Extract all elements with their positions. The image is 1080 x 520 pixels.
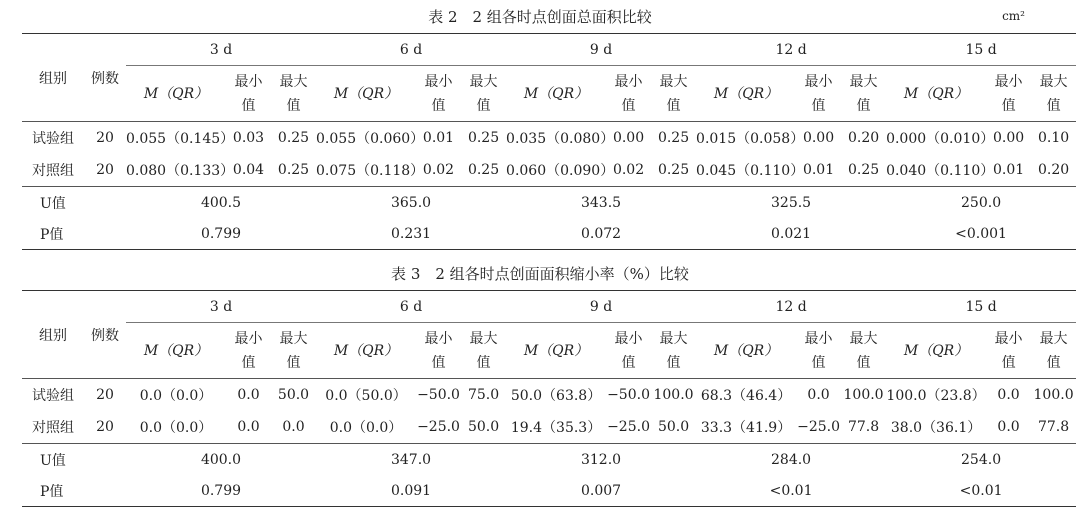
min-header-text: 值 [241, 97, 256, 114]
min-cell: 0.0 [986, 379, 1031, 412]
max-cell: 50.0 [271, 379, 316, 412]
min-cell: −25.0 [417, 419, 460, 435]
max-header [461, 323, 506, 379]
max-cell: 0.25 [847, 162, 880, 178]
header-row [22, 291, 1076, 323]
group-cell: 试验组 [22, 379, 84, 412]
min-header [606, 323, 651, 379]
min-cell: −25.0 [797, 419, 840, 435]
median-iqr-cell: 0.000（0.010） [886, 122, 986, 155]
min-cell: 0.00 [606, 122, 651, 155]
min-header-text: 值 [621, 97, 636, 114]
min-header-text: 值 [811, 354, 826, 371]
max-header-text: 最大 [849, 330, 878, 347]
max-cell: 0.25 [651, 122, 696, 155]
min-cell: 0.00 [796, 122, 841, 155]
max-header-text: 值 [666, 354, 681, 371]
max-header-text: 值 [666, 97, 681, 114]
min-header [796, 323, 841, 379]
stat-value: 400.5 [126, 187, 316, 219]
min-header [226, 323, 271, 379]
median-iqr-cell: 0.060（0.090） [506, 163, 615, 179]
stat-value: 312.0 [506, 444, 696, 476]
max-cell: 75.0 [461, 379, 506, 412]
median-iqr-cell: 0.045（0.110） [696, 163, 805, 179]
max-cell: 77.8 [847, 419, 880, 435]
min-header-text: 值 [1001, 97, 1016, 114]
stat-value: 0.021 [696, 218, 886, 250]
stat-value: 284.0 [696, 444, 886, 476]
stat-value: 0.091 [316, 475, 506, 507]
median-iqr-cell: 33.3（41.9） [700, 420, 792, 436]
median-iqr-cell: 0.055（0.060） [316, 122, 416, 155]
n-cell: 20 [84, 379, 126, 412]
day-header: 12 d [696, 34, 886, 66]
min-cell: −50.0 [416, 379, 461, 412]
max-cell: 50.0 [467, 419, 500, 435]
min-cell: 0.03 [226, 122, 271, 155]
max-header [1031, 323, 1076, 379]
min-header-text: 最小 [234, 330, 263, 347]
max-header-text: 最大 [469, 330, 498, 347]
max-header-text: 最大 [1039, 330, 1068, 347]
stat-label: P值 [22, 218, 126, 250]
max-cell: 0.25 [271, 122, 316, 155]
min-cell: 0.0 [237, 419, 260, 435]
min-cell: −25.0 [607, 419, 650, 435]
stat-value: 0.231 [316, 218, 506, 250]
min-cell: 0.00 [986, 122, 1031, 155]
stat-value: 0.072 [506, 218, 696, 250]
median-iqr-header: M（QR） [523, 342, 589, 359]
median-iqr-header: M（QR） [713, 342, 779, 359]
median-iqr-header: M（QR） [713, 85, 779, 102]
subheader-row [22, 66, 1076, 122]
col-n-header: 例数 [84, 291, 126, 379]
max-header [271, 323, 316, 379]
table2-unit: cm² [1002, 9, 1025, 23]
group-cell: 对照组 [32, 420, 74, 436]
max-header-text: 值 [856, 97, 871, 114]
max-header-text: 最大 [659, 330, 688, 347]
n-cell: 20 [96, 162, 114, 178]
group-cell: 对照组 [32, 163, 74, 179]
max-cell: 50.0 [657, 419, 690, 435]
col-n-header: 例数 [84, 34, 126, 122]
day-header: 9 d [506, 291, 696, 323]
max-header-text: 最大 [1039, 73, 1068, 90]
subheader-row [22, 323, 1076, 379]
max-header-text: 最大 [849, 73, 878, 90]
median-iqr-cell: 0.055（0.145） [126, 122, 226, 155]
stat-value: 400.0 [126, 444, 316, 476]
median-iqr-header: M（QR） [143, 85, 209, 102]
median-iqr-cell: 50.0（63.8） [506, 379, 606, 412]
max-cell: 0.25 [467, 162, 500, 178]
stat-value: 250.0 [886, 187, 1076, 219]
max-header [841, 323, 886, 379]
min-cell: 0.01 [992, 162, 1025, 178]
stat-value: 0.799 [126, 475, 316, 507]
min-header-text: 最小 [804, 330, 833, 347]
median-iqr-cell: 38.0（36.1） [890, 420, 982, 436]
median-iqr-header: M（QR） [903, 342, 969, 359]
min-header-text: 值 [241, 354, 256, 371]
max-header [651, 323, 696, 379]
min-header-text: 最小 [994, 73, 1023, 90]
table-row [22, 154, 1076, 187]
min-header-text: 值 [811, 97, 826, 114]
median-iqr-header: M（QR） [903, 85, 969, 102]
min-cell: 0.01 [416, 122, 461, 155]
median-iqr-cell: 0.035（0.080） [506, 122, 606, 155]
max-header-text: 值 [286, 354, 301, 371]
stat-value: <0.01 [696, 475, 886, 507]
stat-value: 365.0 [316, 187, 506, 219]
min-header-text: 最小 [614, 73, 643, 90]
stat-label: P值 [22, 475, 126, 507]
median-iqr-cell: 0.0（0.0） [126, 379, 226, 412]
median-iqr-cell: 0.080（0.133） [126, 163, 235, 179]
min-header-text: 最小 [234, 73, 263, 90]
col-group-header: 组别 [22, 34, 84, 122]
max-header [461, 66, 506, 122]
max-header [651, 66, 696, 122]
max-header [271, 66, 316, 122]
min-cell: 0.0 [997, 419, 1020, 435]
median-iqr-cell: 100.0（23.8） [886, 379, 986, 412]
min-header-text: 最小 [614, 330, 643, 347]
max-header [1031, 66, 1076, 122]
max-cell: 100.0 [651, 379, 696, 412]
table-row [22, 122, 1076, 155]
max-cell: 0.0 [282, 419, 305, 435]
min-header-text: 值 [431, 97, 446, 114]
min-header [796, 66, 841, 122]
stat-row [22, 475, 1076, 507]
stat-value: <0.001 [886, 218, 1076, 250]
min-header-text: 最小 [804, 73, 833, 90]
median-iqr-cell: 68.3（46.4） [696, 379, 796, 412]
max-header-text: 最大 [279, 73, 308, 90]
median-iqr-header: M（QR） [523, 85, 589, 102]
max-header-text: 最大 [659, 73, 688, 90]
day-header: 6 d [316, 291, 506, 323]
min-header-text: 值 [1001, 354, 1016, 371]
stat-row [22, 187, 1076, 219]
max-cell: 0.10 [1031, 122, 1076, 155]
min-cell: 0.02 [612, 162, 645, 178]
median-iqr-cell: 0.075（0.118） [316, 163, 425, 179]
min-header [606, 66, 651, 122]
day-header: 12 d [696, 291, 886, 323]
stat-value: 0.799 [126, 218, 316, 250]
max-cell: 100.0 [1031, 379, 1076, 412]
stat-value: 254.0 [886, 444, 1076, 476]
max-cell: 0.25 [657, 162, 690, 178]
min-header-text: 值 [621, 354, 636, 371]
day-header: 6 d [316, 34, 506, 66]
median-iqr-cell: 0.0（0.0） [139, 420, 213, 436]
max-header-text: 值 [476, 97, 491, 114]
day-header: 15 d [886, 34, 1076, 66]
stat-row [22, 444, 1076, 476]
median-iqr-header: M（QR） [143, 342, 209, 359]
max-header-text: 值 [1046, 97, 1061, 114]
min-cell: 0.0 [226, 379, 271, 412]
stat-row [22, 218, 1076, 250]
group-cell: 试验组 [22, 122, 84, 155]
stat-value: 347.0 [316, 444, 506, 476]
max-header-text: 最大 [279, 330, 308, 347]
median-iqr-cell: 19.4（35.3） [510, 420, 602, 436]
min-cell: 0.0 [796, 379, 841, 412]
stat-label: U值 [22, 444, 126, 476]
stat-value: <0.01 [886, 475, 1076, 507]
table2 [22, 33, 1076, 250]
min-header-text: 最小 [424, 73, 453, 90]
max-cell: 0.20 [1037, 162, 1070, 178]
header-row [22, 34, 1076, 66]
table-row [22, 379, 1076, 412]
min-cell: 0.04 [232, 162, 265, 178]
day-header: 3 d [126, 291, 316, 323]
max-header-text: 值 [476, 354, 491, 371]
stat-label: U值 [22, 187, 126, 219]
median-iqr-cell: 0.0（50.0） [316, 379, 416, 412]
max-header [841, 66, 886, 122]
n-cell: 20 [96, 419, 114, 435]
min-cell: 0.01 [802, 162, 835, 178]
min-header-text: 最小 [994, 330, 1023, 347]
min-header-text: 最小 [424, 330, 453, 347]
day-header: 3 d [126, 34, 316, 66]
stat-value: 343.5 [506, 187, 696, 219]
stat-value: 0.007 [506, 475, 696, 507]
col-group-header: 组别 [22, 291, 84, 379]
max-header-text: 值 [856, 354, 871, 371]
day-header: 9 d [506, 34, 696, 66]
max-cell: 0.25 [461, 122, 506, 155]
min-header [986, 66, 1031, 122]
median-iqr-cell: 0.040（0.110） [886, 163, 995, 179]
median-iqr-header: M（QR） [333, 85, 399, 102]
min-header [416, 323, 461, 379]
min-cell: −50.0 [606, 379, 651, 412]
max-header-text: 值 [286, 97, 301, 114]
median-iqr-header: M（QR） [333, 342, 399, 359]
stat-value: 325.5 [696, 187, 886, 219]
max-cell: 100.0 [841, 379, 886, 412]
day-header: 15 d [886, 291, 1076, 323]
max-cell: 0.20 [841, 122, 886, 155]
max-cell: 0.25 [277, 162, 310, 178]
min-header [226, 66, 271, 122]
min-header-text: 值 [431, 354, 446, 371]
table2-title: 表 2 2 组各时点创面总面积比较 [428, 8, 652, 26]
max-header-text: 值 [1046, 354, 1061, 371]
min-header [986, 323, 1031, 379]
table3 [22, 290, 1076, 507]
max-cell: 77.8 [1037, 419, 1070, 435]
median-iqr-cell: 0.0（0.0） [329, 420, 403, 436]
min-header [416, 66, 461, 122]
table3-title: 表 3 2 组各时点创面面积缩小率（%）比较 [391, 265, 689, 283]
table-row [22, 411, 1076, 444]
min-cell: 0.02 [422, 162, 455, 178]
median-iqr-cell: 0.015（0.058） [696, 122, 796, 155]
max-header-text: 最大 [469, 73, 498, 90]
n-cell: 20 [84, 122, 126, 155]
